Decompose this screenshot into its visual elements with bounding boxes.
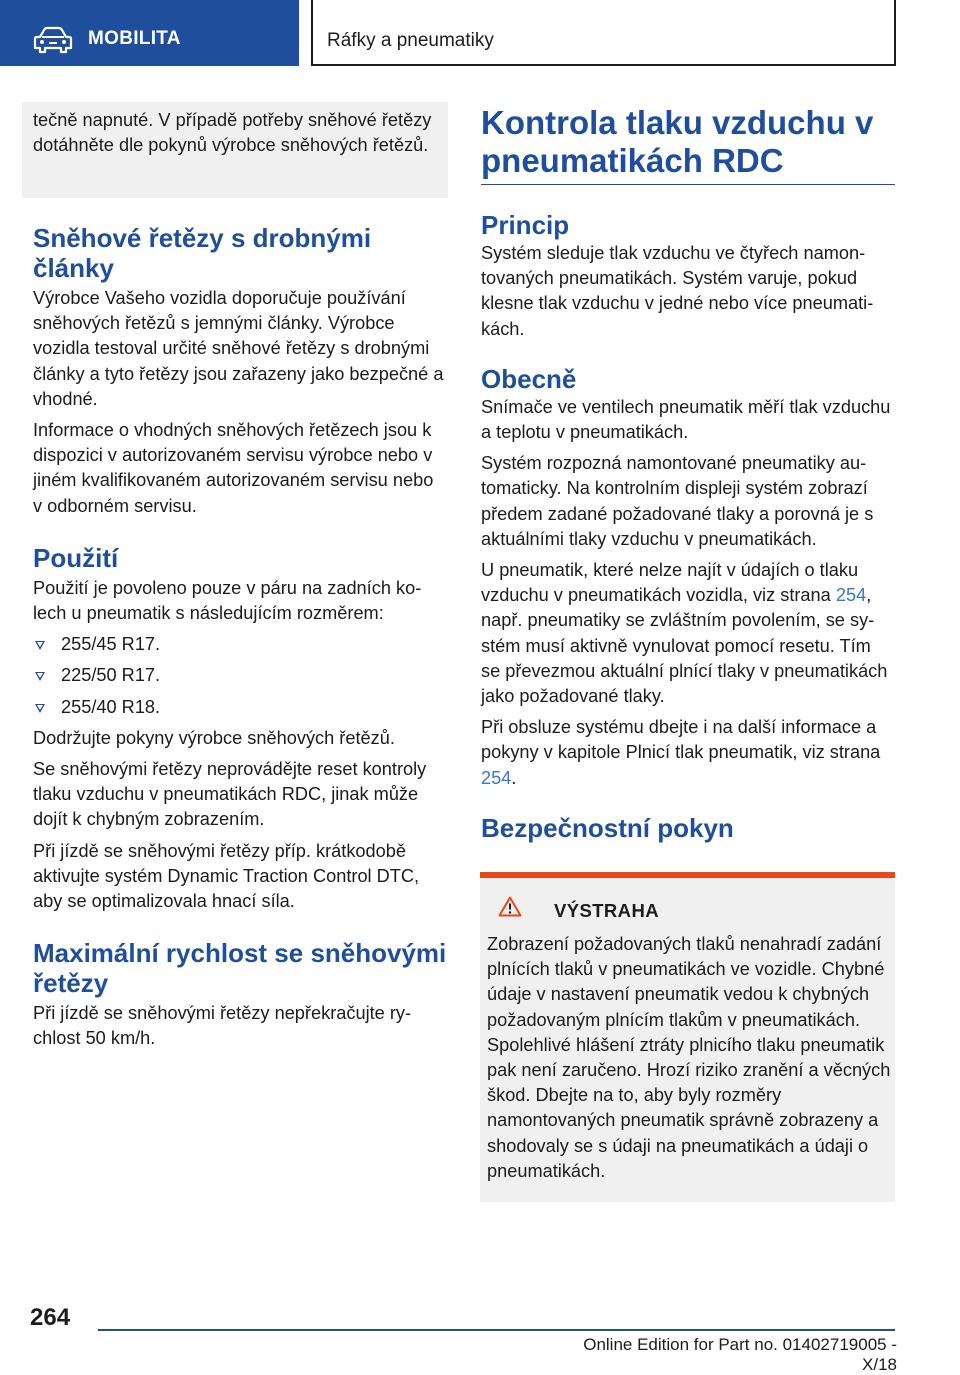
list-item: 255/40 R18. xyxy=(33,695,447,720)
page-title: Kontrola tlaku vzduchu v pneumatikách RDC xyxy=(481,104,874,179)
warning-triangle-icon xyxy=(498,896,522,917)
heading-principle: Princip xyxy=(481,210,570,240)
chapter-title: Ráfky a pneumatiky xyxy=(327,30,494,51)
car-icon xyxy=(34,27,72,53)
footer-rule xyxy=(98,1329,895,1331)
paragraph: Použití je povoleno pouze v páru na zadních kolech u pneumatik s následujícím rozměrem: xyxy=(33,577,422,624)
paragraph: Při jízdě se sněhovými řetězy příp. krátkodobě aktivujte systém Dynamic Traction Control DTC, aby se optimalizovala hnací síla. xyxy=(33,840,420,912)
list-item: 225/50 R17. xyxy=(33,663,447,688)
section-label: MOBILITA xyxy=(88,28,181,49)
paragraph: U pneumatik, které nelze najít v údajích o tlaku vzduchu v pneumatikách vozidla, viz strana 254, např. pneumatiky se zvláštním povolením, se systém musí aktivně vynulovat pomocí resetu. Tím se převezmou aktuální plnící tlaky v pneumatikách jako požadované tlaky. xyxy=(481,560,888,707)
warning-title: VÝSTRAHA xyxy=(554,900,659,921)
page-link-254[interactable]: 254 xyxy=(835,585,867,606)
bullet-triangle-icon xyxy=(35,704,45,713)
heading-usage: Použití xyxy=(33,542,119,573)
chapter-header xyxy=(311,0,896,66)
heading-fine-link-chains: Sněhové řetězy s drobnými články xyxy=(33,223,372,283)
page-link-254[interactable]: 254 xyxy=(481,767,512,788)
title-rule xyxy=(481,184,895,185)
section-tab[interactable] xyxy=(0,0,299,66)
paragraph: Se sněhovými řetězy neprovádějte reset kontroly tlaku vzduchu v pneumatikách RDC, jinak může dojít k chybným zobrazením. xyxy=(33,759,427,830)
paragraph: Při obsluze systému dbejte i na další informace a pokyny v kapitole Plnicí tlak pneumatik, viz strana 254. xyxy=(481,717,881,788)
bullet-triangle-icon xyxy=(35,672,45,681)
list-item: 255/45 R17. xyxy=(33,632,447,657)
warning-box xyxy=(480,872,895,1202)
tire-size-list xyxy=(33,632,447,720)
bullet-triangle-icon xyxy=(35,641,45,650)
paragraph: Systém sleduje tlak vzduchu ve čtyřech namontovaných pneumatikách. Systém varuje, pokud klesne tlak vzduchu v jedné nebo více pneumatikách. xyxy=(481,243,874,339)
paragraph: Při jízdě se sněhovými řetězy nepřekračujte rychlost 50 km/h. xyxy=(33,1003,412,1049)
paragraph: Systém rozpozná namontované pneumatiky automaticky. Na kontrolním displeji systém zobrazí předem zadané požadované tlaky a porovná je s aktuálními tlaky vzduchu v pneumatikách. xyxy=(481,453,874,549)
paragraph: Výrobce Vašeho vozidla doporučuje používání sněhových řetězů s jemnými články. Výrobce vozidla testoval určité sněhové řetězy s drobnými články a tyto řetězy jsou zařazeny jako bezpečné a vhodné. xyxy=(33,288,444,409)
warning-bar xyxy=(480,872,895,878)
heading-max-speed: Maximální rychlost se sněhovými řetězy xyxy=(33,938,447,999)
page-number: 264 xyxy=(30,1304,71,1331)
right-column xyxy=(481,104,895,843)
edition-label: Online Edition for Part no. 01402719005 - X/18 xyxy=(583,1335,897,1374)
heading-safety-note: Bezpečnostní pokyn xyxy=(481,812,734,843)
paragraph: Informace o vhodných sněhových řetězech jsou k dispozici v autorizovaném servisu výrobce nebo v jiném kvalifikovaném autorizovaném servisu nebo v odborném servisu. xyxy=(33,420,434,516)
continued-note-text: tečně napnuté. V případě potřeby sněhové řetězy dotáhněte dle pokynů výrobce sněhových řetězů. xyxy=(33,110,432,156)
paragraph: Snímače ve ventilech pneumatik měří tlak vzduchu a teplotu v pneumatikách. xyxy=(481,396,891,443)
paragraph: Dodržujte pokyny výrobce sněhových řetězů. xyxy=(33,727,395,748)
warning-text: Zobrazení požadovaných tlaků nenahradí zadání plnících tlaků v pneumatikách ve vozidle. Chybné údaje v nastavení pneumatik vedou k chybných požadovaným plnícím tlakům v pneumatikách. Spolehlivé hlášení ztráty plnicího tlaku pneumatik pak není zaručeno. Hrozí riziko zranění a věcných škod. Dbejte na to, aby byly rozměry namontovaných pneumatik správně zobrazeny a shodovaly se s údaji na pneumatikách a údaji o pneumatikách. xyxy=(487,934,891,1181)
continued-note-box xyxy=(22,102,448,198)
left-column xyxy=(33,223,447,1058)
heading-general: Obecně xyxy=(481,363,577,394)
